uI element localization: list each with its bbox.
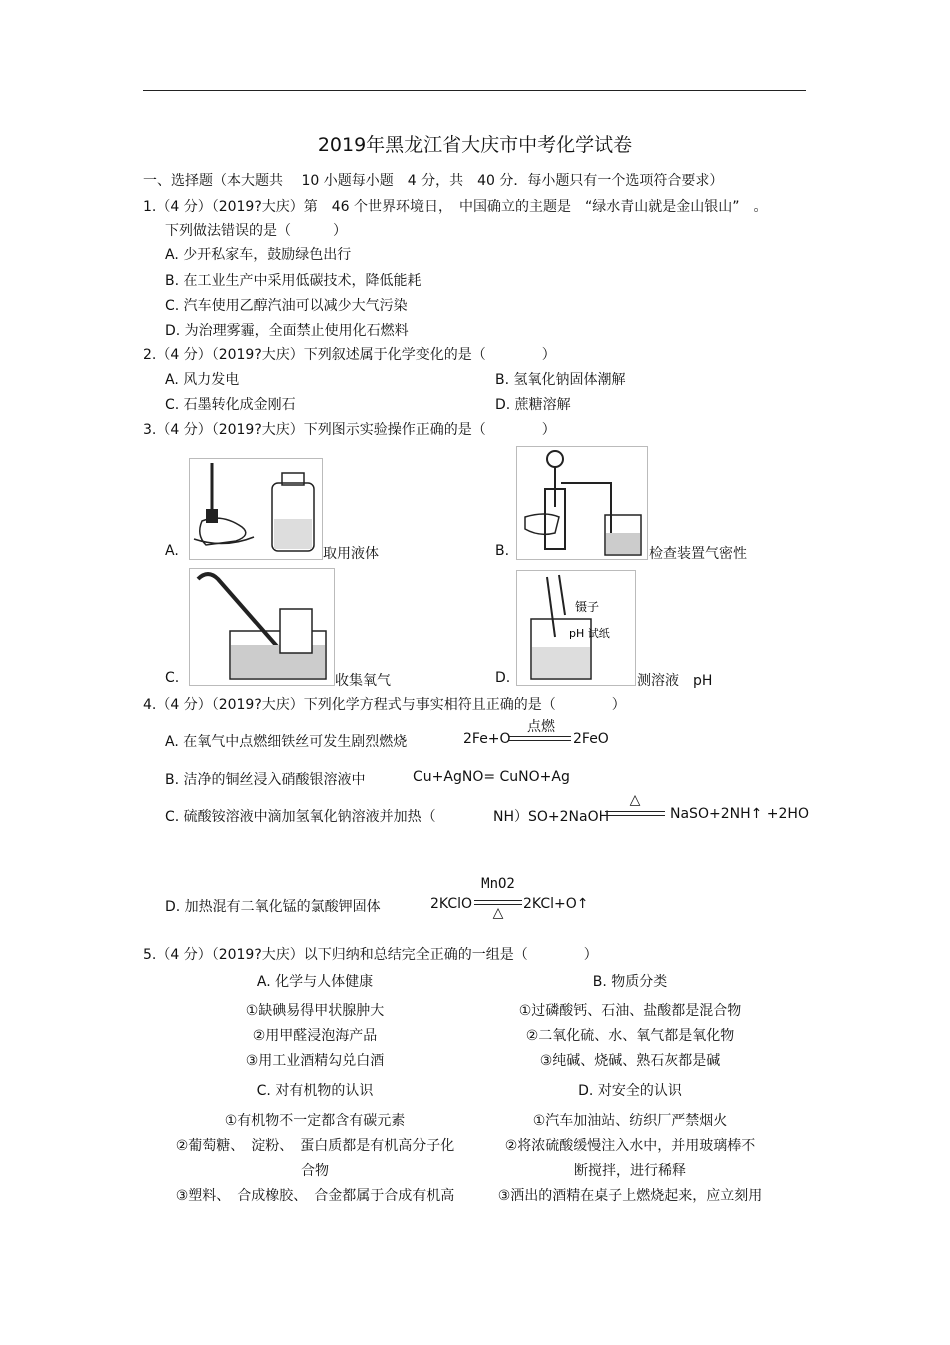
q1-stem-cont: 下列做法错误的是（ ） bbox=[165, 223, 347, 239]
q4-d-products: 2KCl+O↑ bbox=[523, 896, 589, 912]
q3-option-c-text: 收集氧气 bbox=[335, 673, 391, 689]
q4-option-a-text[interactable]: A. 在氧气中点燃细铁丝可发生剧烈燃烧 bbox=[165, 734, 408, 750]
q5-b-heading[interactable]: B. 物质分类 bbox=[592, 974, 668, 990]
q4-b-equation: Cu+AgNO= CuNO+Ag bbox=[413, 769, 570, 785]
q3-option-d-text: 测溶液 pH bbox=[637, 673, 713, 689]
q5-d-item3: ③洒出的酒精在桌子上燃烧起来，应立刻用 bbox=[497, 1188, 763, 1204]
q4-c-products: NaSO+2NH↑ +2HO bbox=[670, 806, 809, 822]
q3-option-a-text: 取用液体 bbox=[323, 546, 379, 562]
q5-b-item2: ②二氧化硫、水、氧气都是氧化物 bbox=[525, 1028, 735, 1044]
ph-test-figure bbox=[516, 570, 636, 686]
q3-stem: 3.（4 分）（2019?大庆）下列图示实验操作正确的是（ ） bbox=[143, 422, 556, 438]
q5-c-item2-cont: 合物 bbox=[301, 1163, 329, 1179]
ph-paper-label: pH 试纸 bbox=[569, 627, 610, 640]
q2-stem: 2.（4 分）（2019?大庆）下列叙述属于化学变化的是（ ） bbox=[143, 347, 556, 363]
q2-option-d[interactable]: D. 蔗糖溶解 bbox=[495, 397, 571, 413]
tweezers-label: 镊子 bbox=[575, 600, 600, 614]
q4-a-equals bbox=[509, 736, 571, 741]
section-heading: 一、选择题（本大题共 10 小题每小题 4 分，共 40 分．每小题只有一个选项符合要求） bbox=[143, 173, 724, 189]
q4-option-b-text[interactable]: B. 洁净的铜丝浸入硝酸银溶液中 bbox=[165, 772, 366, 788]
header-rule bbox=[143, 90, 806, 91]
q4-a-condition: 点燃 bbox=[527, 719, 555, 735]
q3-option-b-letter[interactable]: B. bbox=[495, 543, 510, 559]
q1-stem: 1.（4 分）（2019?大庆）第 46 个世界环境日， 中国确立的主题是 “绿水青山就是金山银山” 。 bbox=[143, 199, 768, 215]
q5-stem: 5.（4 分）（2019?大庆）以下归纳和总结完全正确的一组是（ ） bbox=[143, 947, 598, 963]
q5-c-item1: ①有机物不一定都含有碳元素 bbox=[224, 1113, 406, 1129]
q5-c-heading[interactable]: C. 对有机物的认识 bbox=[256, 1083, 374, 1099]
q5-c-item3: ③塑料、 合成橡胶、 合金都属于合成有机高 bbox=[175, 1188, 455, 1204]
q4-option-c-text[interactable]: C. 硫酸铵溶液中滴加氢氧化钠溶液并加热（ bbox=[165, 809, 436, 825]
q4-d-heat: △ bbox=[492, 905, 504, 921]
q5-d-item2-cont: 断搅拌，进行稀释 bbox=[574, 1163, 686, 1179]
q3-option-b-text: 检查装置气密性 bbox=[649, 546, 747, 562]
airtight-check-figure bbox=[516, 446, 648, 560]
page-title: 2019年黑龙江省大庆市中考化学试卷 bbox=[317, 134, 633, 156]
q4-c-reactants: NH）SO+2NaOH bbox=[493, 809, 610, 825]
q5-d-item1: ①汽车加油站、纺织厂严禁烟火 bbox=[532, 1113, 728, 1129]
q5-a-item3: ③用工业酒精勾兑白酒 bbox=[245, 1053, 385, 1069]
q5-b-item3: ③纯碱、烧碱、熟石灰都是碱 bbox=[539, 1053, 721, 1069]
q1-option-a[interactable]: A. 少开私家车，鼓励绿色出行 bbox=[165, 247, 352, 263]
q4-a-reactants: 2Fe+O bbox=[463, 731, 511, 747]
q3-option-a-letter[interactable]: A. bbox=[165, 543, 179, 559]
q4-d-reactants: 2KClO bbox=[430, 896, 473, 912]
q1-option-c[interactable]: C. 汽车使用乙醇汽油可以减少大气污染 bbox=[165, 298, 408, 314]
q5-a-item1: ①缺碘易得甲状腺肿大 bbox=[245, 1003, 385, 1019]
q4-a-products: 2FeO bbox=[573, 731, 609, 747]
q3-option-c-letter[interactable]: C. bbox=[165, 670, 180, 686]
gas-collection-figure bbox=[189, 568, 335, 686]
q5-a-item2: ②用甲醛浸泡海产品 bbox=[252, 1028, 378, 1044]
q2-option-c[interactable]: C. 石墨转化成金刚石 bbox=[165, 397, 296, 413]
q4-d-catalyst: MnO2 bbox=[481, 876, 515, 892]
q5-d-heading[interactable]: D. 对安全的认识 bbox=[578, 1083, 682, 1099]
q3-option-d-letter[interactable]: D. bbox=[495, 670, 511, 686]
q2-option-a[interactable]: A. 风力发电 bbox=[165, 372, 240, 388]
q5-a-heading[interactable]: A. 化学与人体健康 bbox=[256, 974, 374, 990]
dropper-figure bbox=[189, 458, 323, 560]
q1-option-d[interactable]: D. 为治理雾霾，全面禁止使用化石燃料 bbox=[165, 323, 409, 339]
q2-option-b[interactable]: B. 氢氧化钠固体潮解 bbox=[495, 372, 626, 388]
q4-stem: 4.（4 分）（2019?大庆）下列化学方程式与事实相符且正确的是（ ） bbox=[143, 697, 626, 713]
q4-c-condition: △ bbox=[629, 792, 641, 808]
q5-d-item2: ②将浓硫酸缓慢注入水中，并用玻璃棒不 bbox=[504, 1138, 756, 1154]
q5-b-item1: ①过磷酸钙、石油、盐酸都是混合物 bbox=[518, 1003, 742, 1019]
q5-c-item2: ②葡萄糖、 淀粉、 蛋白质都是有机高分子化 bbox=[175, 1138, 455, 1154]
q1-option-b[interactable]: B. 在工业生产中采用低碳技术，降低能耗 bbox=[165, 273, 422, 289]
q4-c-equals bbox=[605, 811, 665, 816]
q4-option-d-text[interactable]: D. 加热混有二氧化锰的氯酸钾固体 bbox=[165, 899, 381, 915]
